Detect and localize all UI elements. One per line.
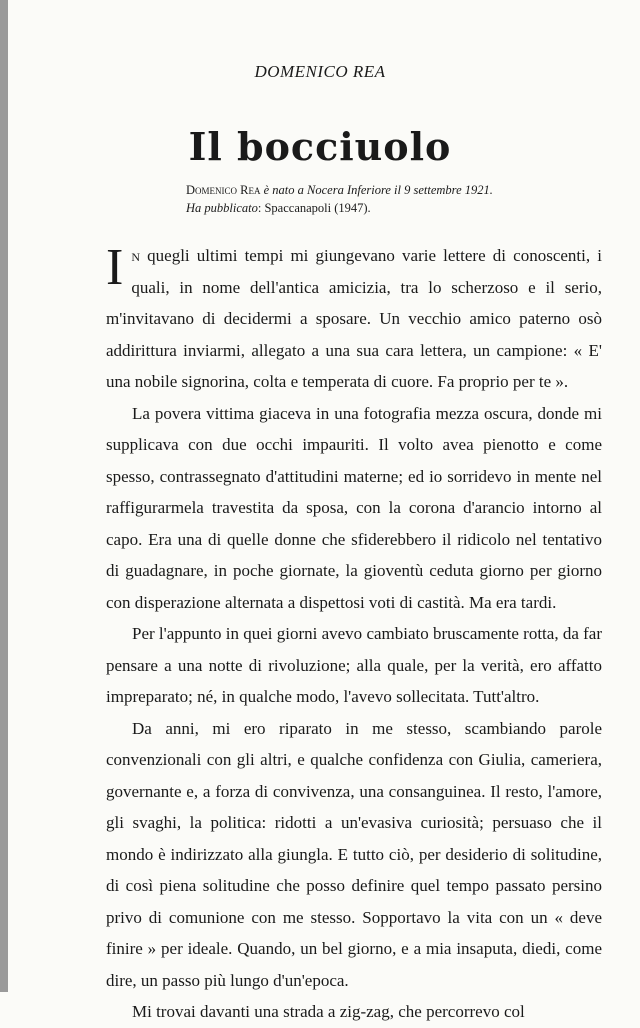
paragraph-1-text: quegli ultimi tempi mi giungevano varie lettere di conoscenti, i quali, in nome dell'antica amicizia, tra lo scherzoso e il serio, m'invitavano di decidermi a sposare. Un vecchio amico paterno osò addirittura inviarmi, allegato a una sua cara lettera, un campione: « E' una nobile signorina, colta e temperata di cuore. Fa proprio per te ». <box>106 246 602 391</box>
paragraph-4: Da anni, mi ero riparato in me stesso, scambiando parole convenzionali con gli altri, e qualche confidenza con Giulia, cameriera, governante e, a forza di convivenza, una consanguinea. Il resto, l'amore, gli svaghi, la politica: ridotti a un'evasiva curiosità; persuaso che il mondo è indirizzato alla giungla. E tutto ciò, per desiderio di solitudine, di così piena solitudine che posso definire quel tempo passato persino privo di comunione con me stesso. Sopportavo la vita con un « deve finire » per ideale. Quando, un bel giorno, e a mia insaputa, diedi, come dire, un passo più lungo d'un'epoca. <box>106 718 602 990</box>
paragraph-2: La povera vittima giaceva in una fotografia mezza oscura, donde mi supplicava con due occhi impauriti. Il volto avea pienotto e come spesso, contrassegnato d'attitudini materne; ed io sorridevo in mente nel raffigurarmela travestita da sposa, con la corona d'arancio intorno al capo. Era una di quelle donne che sfiderebbero il ridicolo nel tentativo di guadagnare, in poche giornate, la gioventù ceduta giorno per giorno con disperazione alternata a dispettosi voti di castità. Ma era tardi. <box>106 403 602 612</box>
bio-birth: è nato a Nocera Inferiore il 9 settembre 1921. <box>260 183 493 197</box>
drop-cap: I <box>106 239 124 296</box>
author-bio <box>186 181 606 217</box>
paragraph-1 <box>106 240 602 398</box>
author-name: DOMENICO REA <box>254 62 386 81</box>
paragraph-3: Per l'appunto in quei giorni avevo cambiato bruscamente rotta, da far pensare a una notte di rivoluzione; alla quale, per la verità, ero affatto impreparato; né, in qualche modo, l'avevo sollecitata. Tutt'altro. <box>106 624 602 706</box>
bio-published-label: Ha pubblicato <box>186 201 258 215</box>
story-body <box>106 240 602 1028</box>
bio-author-name: Domenico Rea <box>186 183 261 197</box>
first-word: n <box>131 246 140 265</box>
paragraph-5: Mi trovai davanti una strada a zig-zag, che percorrevo col <box>132 1002 525 1021</box>
story-title: Il bocciuolo <box>188 124 452 169</box>
bio-published-work: : Spaccanapoli (1947). <box>257 201 371 215</box>
